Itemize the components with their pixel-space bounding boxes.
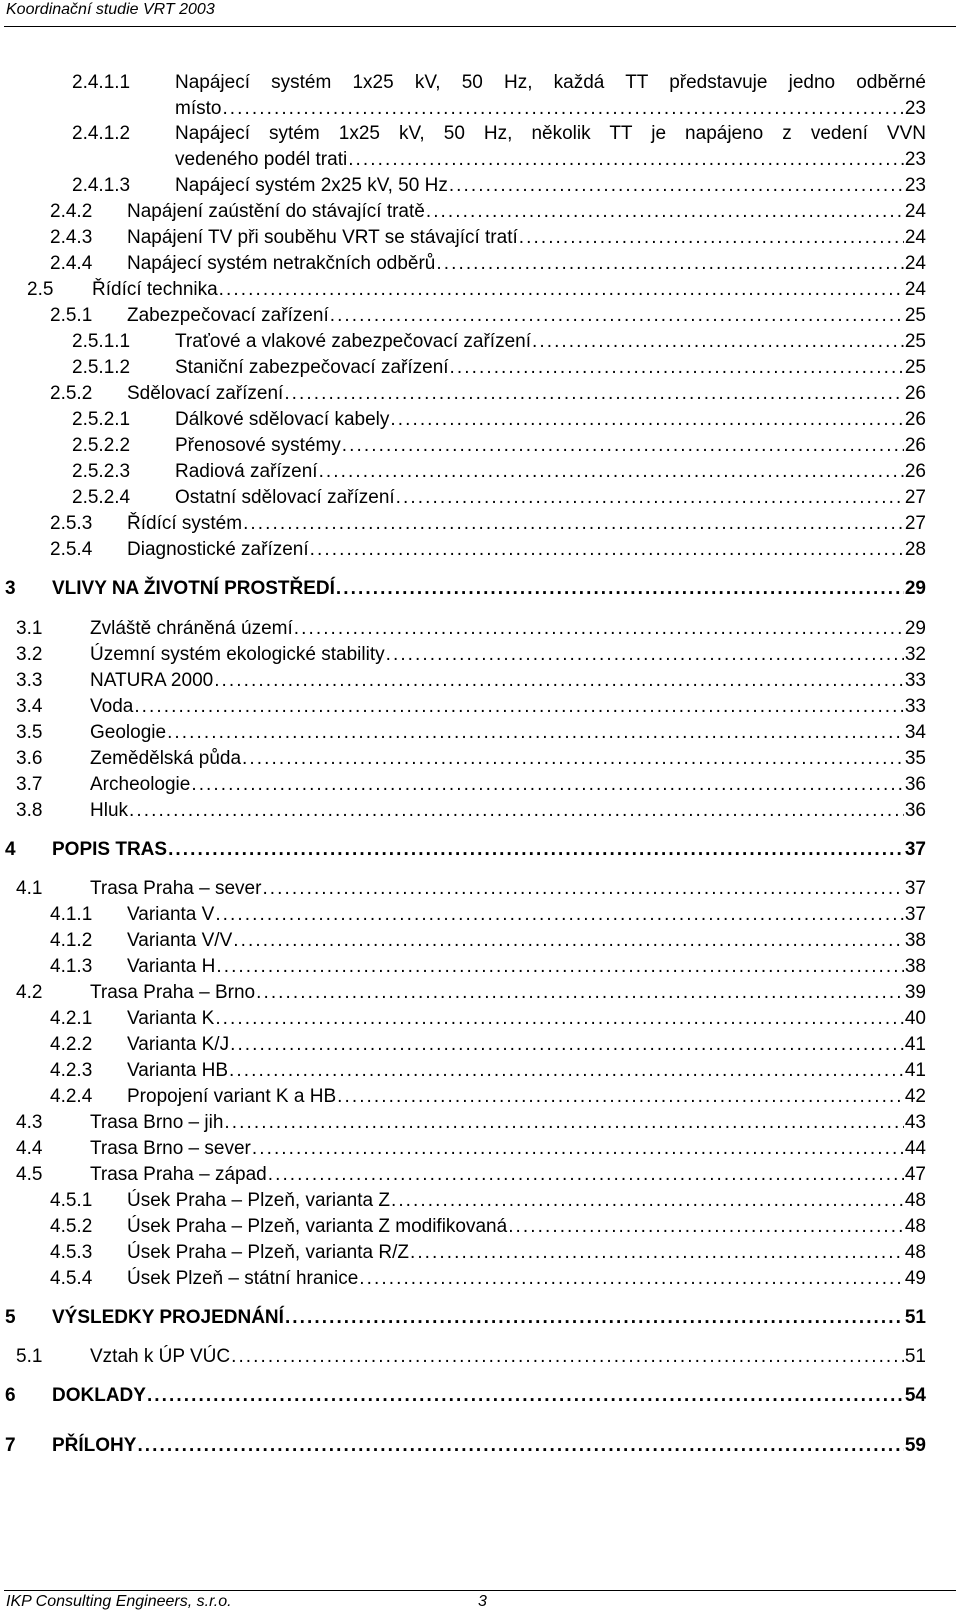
toc-entry-number: 3.5 bbox=[16, 722, 43, 743]
toc-entry-page: 43 bbox=[904, 1112, 926, 1133]
toc-entry-page: 33 bbox=[904, 670, 926, 691]
toc-entry-number: 2.4.1.3 bbox=[72, 175, 131, 196]
toc-leader-dots bbox=[436, 251, 903, 277]
toc-entry-title: Zemědělská půda bbox=[90, 748, 242, 769]
toc-entry-title: Trasa Praha – západ bbox=[90, 1164, 267, 1185]
toc-entry[interactable] bbox=[16, 1162, 926, 1188]
toc-entry-number: 4 bbox=[5, 839, 16, 860]
toc-entry-page: 47 bbox=[904, 1164, 926, 1185]
toc-entry-number: 4.5.1 bbox=[50, 1190, 93, 1211]
toc-entry-number: 3.3 bbox=[16, 670, 43, 691]
toc-leader-dots bbox=[191, 772, 904, 798]
toc-entry[interactable] bbox=[50, 928, 926, 954]
toc-entry[interactable] bbox=[72, 459, 926, 485]
toc-leader-dots bbox=[233, 928, 904, 954]
toc-entry-page: 23 bbox=[904, 149, 926, 170]
toc-entry[interactable] bbox=[5, 837, 926, 863]
toc-leader-dots bbox=[229, 1058, 904, 1084]
toc-entry[interactable] bbox=[72, 329, 926, 355]
toc-entry[interactable] bbox=[50, 381, 926, 407]
toc-entry-title: Zabezpečovací zařízení bbox=[127, 305, 329, 326]
toc-entry-title: Úsek Praha – Plzeň, varianta Z modifikovaná bbox=[127, 1216, 508, 1237]
toc-entry-title: Přenosové systémy bbox=[175, 435, 341, 456]
toc-entry-title: PŘÍLOHY bbox=[52, 1435, 137, 1456]
toc-entry-page: 25 bbox=[904, 331, 926, 352]
toc-leader-dots bbox=[348, 147, 904, 173]
toc-entry-page: 36 bbox=[904, 774, 926, 795]
toc-entry-number: 2.5.1.2 bbox=[72, 357, 131, 378]
toc-entry[interactable] bbox=[50, 1214, 926, 1240]
toc-leader-dots bbox=[319, 459, 904, 485]
footer-page-number: 3 bbox=[478, 1593, 487, 1610]
header-title: Koordinační studie VRT 2003 bbox=[6, 1, 215, 18]
toc-entry-page: 26 bbox=[904, 461, 926, 482]
toc-leader-dots bbox=[230, 1032, 904, 1058]
toc-entry-page: 37 bbox=[904, 904, 926, 925]
toc-entry-page: 24 bbox=[904, 279, 926, 300]
toc-entry-number: 3.7 bbox=[16, 774, 43, 795]
toc-entry-number: 2.5.2.2 bbox=[72, 435, 131, 456]
toc-entry-page: 39 bbox=[904, 982, 926, 1003]
toc-leader-dots bbox=[310, 537, 904, 563]
toc-entry-page: 23 bbox=[904, 175, 926, 196]
toc-entry-title: Varianta V bbox=[127, 904, 215, 925]
toc-leader-dots bbox=[147, 1383, 904, 1409]
toc-entry-title: POPIS TRAS bbox=[52, 839, 168, 860]
toc-entry-number: 4.1.2 bbox=[50, 930, 93, 951]
toc-leader-dots bbox=[231, 1344, 904, 1370]
toc-entry[interactable] bbox=[50, 303, 926, 329]
toc-entry-page: 38 bbox=[904, 956, 926, 977]
toc-entry-page: 25 bbox=[904, 357, 926, 378]
toc-entry-title: Varianta K/J bbox=[127, 1034, 230, 1055]
toc-entry-number: 2.4.4 bbox=[50, 253, 93, 274]
toc-leader-dots bbox=[390, 407, 903, 433]
toc-entry[interactable] bbox=[27, 277, 926, 303]
footer-company: IKP Consulting Engineers, s.r.o. bbox=[6, 1593, 232, 1610]
toc-entry-page: 34 bbox=[904, 722, 926, 743]
toc-entry-title: Traťové a vlakové zabezpečovací zařízení bbox=[175, 331, 531, 352]
toc-entry-number: 2.5.2.1 bbox=[72, 409, 131, 430]
toc-leader-dots bbox=[359, 1266, 904, 1292]
toc-entry-page: 48 bbox=[904, 1216, 926, 1237]
toc-entry-page: 23 bbox=[904, 98, 926, 119]
toc-entry-number: 2.4.3 bbox=[50, 227, 93, 248]
toc-entry-number: 7 bbox=[5, 1435, 16, 1456]
toc-entry[interactable] bbox=[5, 1305, 926, 1331]
toc-entry[interactable] bbox=[50, 511, 926, 537]
toc-entry-title: Voda bbox=[90, 696, 134, 717]
toc-leader-dots bbox=[337, 1084, 904, 1110]
toc-entry[interactable] bbox=[5, 576, 926, 602]
toc-entry[interactable] bbox=[50, 1266, 926, 1292]
toc-leader-dots bbox=[224, 1110, 903, 1136]
toc-entry[interactable] bbox=[72, 70, 926, 96]
toc-leader-dots bbox=[129, 798, 904, 824]
toc-entry-page: 37 bbox=[904, 878, 926, 899]
toc-entry-number: 6 bbox=[5, 1385, 16, 1406]
toc-entry-title: DOKLADY bbox=[52, 1385, 146, 1406]
toc-entry-title: Napájecí systém 1x25 kV, 50 Hz, každá TT představuje jedno odběrné bbox=[175, 72, 926, 93]
toc-leader-dots bbox=[134, 694, 904, 720]
toc-entry[interactable] bbox=[72, 407, 926, 433]
toc-entry-number: 4.2 bbox=[16, 982, 43, 1003]
toc-leader-dots bbox=[449, 173, 904, 199]
toc-leader-dots bbox=[396, 485, 904, 511]
toc-entry-number: 2.5.1.1 bbox=[72, 331, 131, 352]
toc-entry-page: 38 bbox=[904, 930, 926, 951]
toc-leader-dots bbox=[508, 1214, 904, 1240]
toc-entry-title: Trasa Praha – sever bbox=[90, 878, 262, 899]
toc-entry-page: 25 bbox=[904, 305, 926, 326]
toc-entry-number: 4.5 bbox=[16, 1164, 43, 1185]
toc-entry-number: 3.8 bbox=[16, 800, 43, 821]
toc-entry-title: Napájecí sytém 1x25 kV, 50 Hz, několik TT je napájeno z vedení VVN bbox=[175, 123, 926, 144]
toc-entry-page: 24 bbox=[904, 201, 926, 222]
toc-entry-number: 2.5.1 bbox=[50, 305, 93, 326]
toc-entry-continuation[interactable] bbox=[175, 96, 926, 122]
toc-entry-title: Trasa Praha – Brno bbox=[90, 982, 256, 1003]
toc-entry-number: 2.4.2 bbox=[50, 201, 93, 222]
toc-entry-title: Ostatní sdělovací zařízení bbox=[175, 487, 395, 508]
toc-leader-dots bbox=[410, 1240, 904, 1266]
toc-leader-dots bbox=[336, 576, 904, 602]
toc-entry-title-continued: vedeného podél trati bbox=[175, 149, 348, 170]
toc-entry-page: 26 bbox=[904, 435, 926, 456]
toc-entry-title: Diagnostické zařízení bbox=[127, 539, 309, 560]
toc-entry[interactable] bbox=[72, 433, 926, 459]
toc-entry-page: 42 bbox=[904, 1086, 926, 1107]
toc-entry[interactable] bbox=[72, 355, 926, 381]
toc-leader-dots bbox=[256, 980, 904, 1006]
toc-entry-number: 4.2.2 bbox=[50, 1034, 93, 1055]
toc-entry-page: 27 bbox=[904, 487, 926, 508]
toc-entry-page: 48 bbox=[904, 1242, 926, 1263]
toc-entry[interactable] bbox=[16, 642, 926, 668]
toc-entry-page: 24 bbox=[904, 253, 926, 274]
toc-entry-page: 29 bbox=[904, 578, 926, 599]
toc-entry-number: 2.4.1.2 bbox=[72, 123, 131, 144]
toc-entry-title: Zvláště chráněná území bbox=[90, 618, 293, 639]
toc-leader-dots bbox=[215, 902, 904, 928]
toc-leader-dots bbox=[426, 199, 904, 225]
toc-leader-dots bbox=[222, 96, 903, 122]
toc-entry[interactable] bbox=[16, 798, 926, 824]
toc-entry-title: Napájecí systém 2x25 kV, 50 Hz bbox=[175, 175, 448, 196]
toc-entry-title: Úsek Praha – Plzeň, varianta Z bbox=[127, 1190, 390, 1211]
toc-entry-number: 3.2 bbox=[16, 644, 43, 665]
toc-entry[interactable] bbox=[16, 720, 926, 746]
page-footer bbox=[4, 1590, 956, 1618]
toc-entry-title: Trasa Brno – sever bbox=[90, 1138, 251, 1159]
toc-entry-title: Varianta H bbox=[127, 956, 216, 977]
toc-entry[interactable] bbox=[16, 1344, 926, 1370]
toc-entry-title: Trasa Brno – jih bbox=[90, 1112, 224, 1133]
toc-entry-page: 26 bbox=[904, 383, 926, 404]
toc-leader-dots bbox=[137, 1433, 903, 1459]
toc-entry-title: VÝSLEDKY PROJEDNÁNÍ bbox=[52, 1307, 284, 1328]
toc-leader-dots bbox=[386, 642, 904, 668]
toc-entry-number: 4.5.4 bbox=[50, 1268, 93, 1289]
toc-entry[interactable] bbox=[16, 772, 926, 798]
toc-entry-number: 2.4.1.1 bbox=[72, 72, 131, 93]
toc-entry-title: Radiová zařízení bbox=[175, 461, 318, 482]
toc-entry-title: Varianta K bbox=[127, 1008, 215, 1029]
toc-entry[interactable] bbox=[50, 537, 926, 563]
toc-leader-dots bbox=[219, 277, 904, 303]
toc-entry-number: 4.2.3 bbox=[50, 1060, 93, 1081]
toc-entry-number: 3.1 bbox=[16, 618, 43, 639]
toc-entry-title: Dálkové sdělovací kabely bbox=[175, 409, 390, 430]
toc-leader-dots bbox=[252, 1136, 904, 1162]
toc-entry-title: Řídící systém bbox=[127, 513, 243, 534]
toc-entry-number: 4.5.2 bbox=[50, 1216, 93, 1237]
toc-entry[interactable] bbox=[16, 694, 926, 720]
toc-entry-number: 4.1 bbox=[16, 878, 43, 899]
toc-entry-title: Sdělovací zařízení bbox=[127, 383, 284, 404]
toc-entry-page: 41 bbox=[904, 1060, 926, 1081]
toc-entry-number: 2.5.3 bbox=[50, 513, 93, 534]
toc-leader-dots bbox=[519, 225, 904, 251]
toc-entry-page: 59 bbox=[904, 1435, 926, 1456]
toc-entry[interactable] bbox=[50, 1058, 926, 1084]
toc-entry[interactable] bbox=[50, 1032, 926, 1058]
toc-entry-page: 44 bbox=[904, 1138, 926, 1159]
toc-entry-page: 51 bbox=[904, 1307, 926, 1328]
toc-entry-page: 33 bbox=[904, 696, 926, 717]
toc-entry[interactable] bbox=[50, 225, 926, 251]
toc-entry-title: Řídící technika bbox=[92, 279, 218, 300]
toc-entry-title: Územní systém ekologické stability bbox=[90, 644, 385, 665]
toc-entry[interactable] bbox=[72, 485, 926, 511]
toc-entry-page: 51 bbox=[904, 1346, 926, 1367]
toc-entry-title: Vztah k ÚP VÚC bbox=[90, 1346, 231, 1367]
toc-leader-dots bbox=[167, 720, 904, 746]
toc-entry-number: 5 bbox=[5, 1307, 16, 1328]
toc-entry-title: Geologie bbox=[90, 722, 167, 743]
toc-entry-title: Staniční zabezpečovací zařízení bbox=[175, 357, 449, 378]
toc-leader-dots bbox=[294, 616, 904, 642]
toc-entry-number: 4.2.4 bbox=[50, 1086, 93, 1107]
toc-entry-title: VLIVY NA ŽIVOTNÍ PROSTŘEDÍ bbox=[52, 578, 335, 599]
toc-entry[interactable] bbox=[16, 668, 926, 694]
toc-entry-number: 4.5.3 bbox=[50, 1242, 93, 1263]
toc-entry[interactable] bbox=[50, 199, 926, 225]
toc-entry-number: 4.2.1 bbox=[50, 1008, 93, 1029]
toc-leader-dots bbox=[285, 1305, 904, 1331]
toc-entry-number: 2.5.2.3 bbox=[72, 461, 131, 482]
toc-leader-dots bbox=[284, 381, 904, 407]
toc-entry-number: 4.3 bbox=[16, 1112, 43, 1133]
toc-entry[interactable] bbox=[50, 1006, 926, 1032]
toc-entry-number: 4.1.1 bbox=[50, 904, 93, 925]
toc-entry[interactable] bbox=[5, 1433, 926, 1459]
toc-entry[interactable] bbox=[50, 1240, 926, 1266]
toc-entry-number: 3 bbox=[5, 578, 16, 599]
toc-entry-number: 3.4 bbox=[16, 696, 43, 717]
toc-leader-dots bbox=[330, 303, 904, 329]
toc-entry-title: Úsek Praha – Plzeň, varianta R/Z bbox=[127, 1242, 409, 1263]
toc-entry[interactable] bbox=[50, 1084, 926, 1110]
toc-entry[interactable] bbox=[5, 1383, 926, 1409]
toc-entry[interactable] bbox=[16, 746, 926, 772]
toc-entry-page: 26 bbox=[904, 409, 926, 430]
toc-entry-page: 49 bbox=[904, 1268, 926, 1289]
toc-entry-page: 41 bbox=[904, 1034, 926, 1055]
toc-entry-title-continued: místo bbox=[175, 98, 222, 119]
toc-entry-title: Hluk bbox=[90, 800, 129, 821]
toc-entry[interactable] bbox=[16, 1136, 926, 1162]
toc-leader-dots bbox=[243, 511, 904, 537]
toc-entry-page: 37 bbox=[904, 839, 926, 860]
toc-entry-page: 28 bbox=[904, 539, 926, 560]
toc-entry-continuation[interactable] bbox=[175, 147, 926, 173]
toc-entry-page: 35 bbox=[904, 748, 926, 769]
toc-entry-page: 36 bbox=[904, 800, 926, 821]
toc-entry[interactable] bbox=[50, 954, 926, 980]
toc-entry[interactable] bbox=[72, 121, 926, 147]
toc-entry-page: 40 bbox=[904, 1008, 926, 1029]
toc-entry-number: 4.1.3 bbox=[50, 956, 93, 977]
toc-entry-page: 54 bbox=[904, 1385, 926, 1406]
toc-entry-title: Varianta HB bbox=[127, 1060, 229, 1081]
toc-entry-number: 3.6 bbox=[16, 748, 43, 769]
toc-leader-dots bbox=[532, 329, 904, 355]
toc-leader-dots bbox=[215, 1006, 904, 1032]
toc-entry-page: 27 bbox=[904, 513, 926, 534]
toc-leader-dots bbox=[216, 954, 904, 980]
toc-entry[interactable] bbox=[50, 251, 926, 277]
toc-entry-number: 5.1 bbox=[16, 1346, 43, 1367]
toc-leader-dots bbox=[450, 355, 904, 381]
toc-entry-title: Varianta V/V bbox=[127, 930, 233, 951]
toc-entry-title: Napájení zaústění do stávající tratě bbox=[127, 201, 425, 222]
toc-entry[interactable] bbox=[16, 980, 926, 1006]
toc-entry-title: Napájení TV při souběhu VRT se stávající tratí bbox=[127, 227, 518, 248]
toc-entry-title: Archeologie bbox=[90, 774, 191, 795]
toc-leader-dots bbox=[268, 1162, 904, 1188]
toc-entry-number: 2.5.4 bbox=[50, 539, 93, 560]
toc-entry-title: NATURA 2000 bbox=[90, 670, 214, 691]
toc-entry-number: 2.5.2.4 bbox=[72, 487, 131, 508]
toc-entry-number: 2.5 bbox=[27, 279, 54, 300]
toc-entry-page: 32 bbox=[904, 644, 926, 665]
toc-entry[interactable] bbox=[50, 902, 926, 928]
toc-leader-dots bbox=[168, 837, 904, 863]
toc-leader-dots bbox=[262, 876, 903, 902]
toc-entry-page: 48 bbox=[904, 1190, 926, 1211]
toc-entry-title: Úsek Plzeň – státní hranice bbox=[127, 1268, 359, 1289]
toc-entry[interactable] bbox=[16, 1110, 926, 1136]
toc-entry-number: 2.5.2 bbox=[50, 383, 93, 404]
toc-leader-dots bbox=[342, 433, 904, 459]
toc-entry[interactable] bbox=[16, 876, 926, 902]
toc-entry-title: Propojení variant K a HB bbox=[127, 1086, 337, 1107]
toc-entry-page: 29 bbox=[904, 618, 926, 639]
toc-entry-title: Napájecí systém netrakčních odběrů bbox=[127, 253, 436, 274]
toc-leader-dots bbox=[242, 746, 904, 772]
toc-entry[interactable] bbox=[50, 1188, 926, 1214]
toc-entry[interactable] bbox=[16, 616, 926, 642]
toc-leader-dots bbox=[391, 1188, 904, 1214]
toc-entry-number: 4.4 bbox=[16, 1138, 43, 1159]
toc-leader-dots bbox=[214, 668, 904, 694]
toc-entry[interactable] bbox=[72, 173, 926, 199]
toc-entry-page: 24 bbox=[904, 227, 926, 248]
